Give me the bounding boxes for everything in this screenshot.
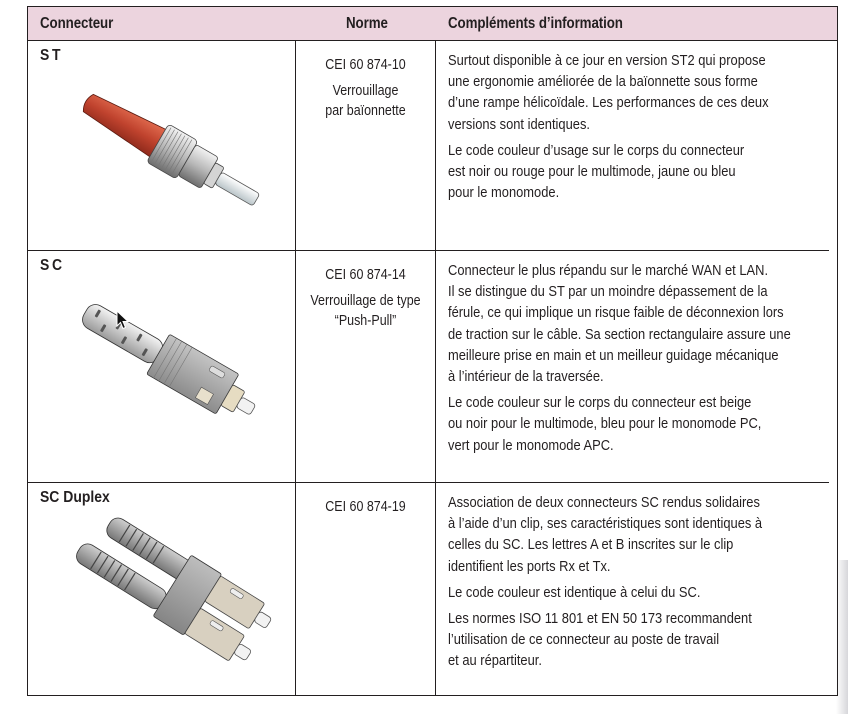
connector-name: SC [40,257,65,274]
norme-cell [296,265,435,331]
locking-type [306,291,426,331]
info-paragraph [448,492,848,577]
locking-line: par baïonnette [325,103,406,119]
sc-duplex-connector-image [58,511,278,681]
locking-line: Verrouillage [332,83,399,99]
table-header [28,7,837,41]
info-paragraph [448,582,848,603]
info-line: à l’aide d’un clip, ses caractéristiques sont identiques à [448,515,763,533]
info-line: Le code couleur d’usage sur le corps du connecteur [448,141,745,159]
info-line: à l’intérieur de la traversée. [448,368,604,386]
locking-line: Verrouillage de type [310,293,421,309]
info-paragraph [448,50,848,135]
sc-connector-image [58,281,278,441]
info-line: et au répartiteur. [448,652,542,670]
table-row-st [28,41,837,250]
info-paragraph [448,260,848,387]
info-line: celles du SC. Les lettres A et B inscrites sur le clip [448,536,734,554]
locking-line: “Push-Pull” [334,313,397,329]
info-line: vert pour le monomode APC. [448,436,614,454]
info-paragraph [448,140,848,204]
info-cell [448,50,848,208]
info-line: d’une rampe hélicoïdale. Les performances de ces deux [448,94,769,112]
connector-name: SC Duplex [40,489,110,506]
info-line: férule, ce qui implique un risque faible de déconnexion lors [448,304,784,322]
locking-type [306,81,426,121]
info-line: Il se distingue du ST par un moindre dépassement de la [448,283,768,301]
info-line: identifient les ports Rx et Tx. [448,557,611,575]
norme-code: CEI 60 874-14 [325,267,406,283]
info-line: l’utilisation de ce connecteur au poste de travail [448,631,720,649]
info-line: Association de deux connecteurs SC rendus solidaires [448,494,760,511]
table-row-sc [28,251,837,482]
info-paragraph [448,392,848,456]
header-connecteur: Connecteur [40,15,114,32]
info-line: ou noir pour le multimode, bleu pour le monomode PC, [448,415,762,433]
connector-table [27,6,838,696]
norme-code: CEI 60 874-19 [325,499,406,515]
info-line: pour le monomode. [448,184,560,202]
info-line: Connecteur le plus répandu sur le marché WAN et LAN. [448,262,769,279]
info-paragraph [448,608,848,672]
norme-code: CEI 60 874-10 [325,57,406,73]
info-line: Surtout disponible à ce jour en version ST2 qui propose [448,52,766,69]
info-line: est noir ou rouge pour le multimode, jaune ou bleu [448,163,736,181]
info-cell [448,260,848,461]
connector-name: ST [40,47,64,64]
info-cell [448,492,848,677]
header-norme: Norme [346,15,388,32]
st-connector-image [58,69,278,229]
info-line: Le code couleur est identique à celui du SC. [448,583,701,601]
header-complements-information: Compléments d’information [448,15,623,32]
mouse-pointer-icon [116,310,130,330]
norme-cell [296,55,435,121]
info-line: Le code couleur sur le corps du connecteur est beige [448,394,752,412]
info-line: meilleure prise en main et un meilleur guidage mécanique [448,346,779,364]
info-line: une ergonomie améliorée de la baïonnette sous forme [448,73,758,91]
info-line: de traction sur le câble. Sa section rectangulaire assure une [448,325,791,343]
table-row-sc-duplex [28,483,837,695]
info-line: versions sont identiques. [448,115,590,133]
info-line: Les normes ISO 11 801 et EN 50 173 recommandent [448,610,752,628]
norme-cell [296,497,435,517]
